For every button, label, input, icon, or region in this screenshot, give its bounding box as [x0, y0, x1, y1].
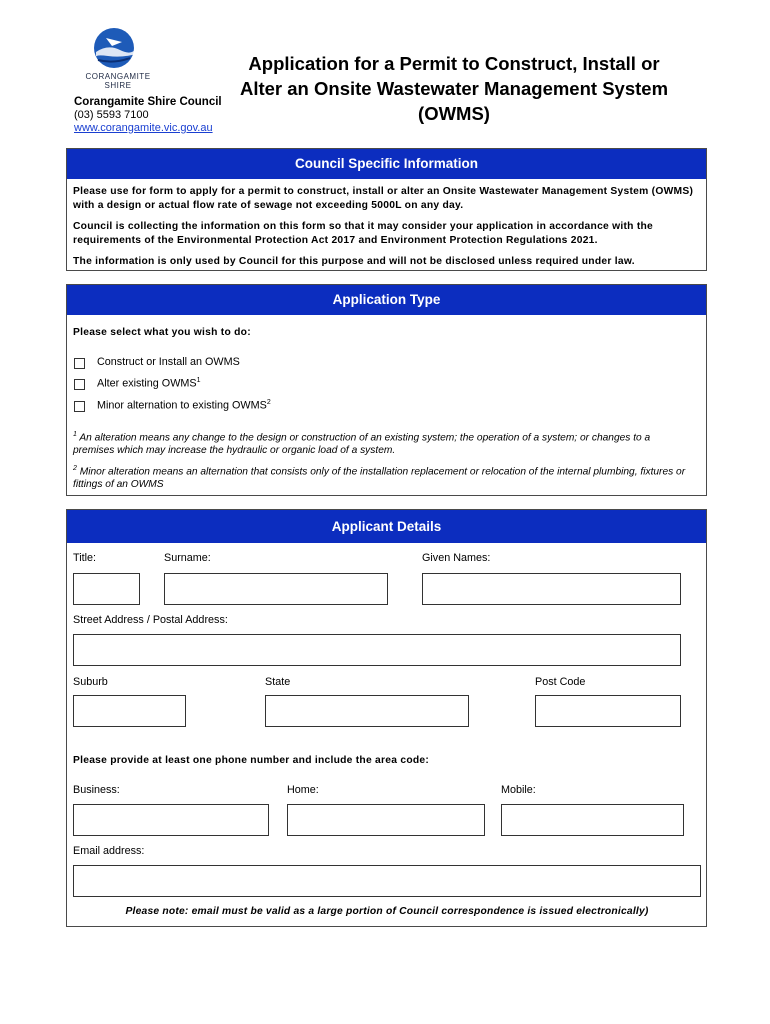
alter-existing-label: Alter existing OWMS$^1$	[97, 377, 201, 390]
council-phone: (03) 5593 7100	[74, 109, 149, 121]
logo-emblem-icon	[78, 24, 158, 72]
given-names-label: Given Names:	[422, 552, 491, 564]
alter-existing-checkbox[interactable]	[74, 379, 85, 390]
home-phone-label: Home:	[287, 784, 319, 796]
minor-alteration-checkbox[interactable]	[74, 401, 85, 412]
postcode-label: Post Code	[535, 676, 586, 688]
page-title: Application for a Permit to Construct, Install or Alter an Onsite Wastewater Management System (OWMS)	[239, 53, 669, 124]
address-label: Street Address / Postal Address:	[73, 614, 228, 626]
footnote-minor-alteration: $^2$ Minor alteration means an alternation that consists only of the installation replacement or relocation of the internal plumbing, fixtures or fittings of an OWMS	[73, 465, 686, 491]
address-input[interactable]	[73, 634, 681, 666]
application-type-section	[66, 284, 707, 496]
application-type-prompt: Please select what you wish to do:	[73, 327, 251, 338]
phone-prompt: Please provide at least one phone number and include the area code:	[73, 755, 430, 766]
council-website-link[interactable]: www.corangamite.vic.gov.au	[74, 122, 213, 134]
surname-label: Surname:	[164, 552, 211, 564]
email-input[interactable]	[73, 865, 701, 897]
email-label: Email address:	[73, 845, 145, 857]
council-info-para-3: The information is only used by Council for this purpose and will not be disclosed unless required under law.	[73, 256, 635, 267]
mobile-phone-label: Mobile:	[501, 784, 536, 796]
construct-install-label: Construct or Install an OWMS	[97, 356, 240, 368]
state-input[interactable]	[265, 695, 469, 727]
council-info-para-2: Council is collecting the information on this form so that it may consider your application in accordance with the requirements of the Environmental Protection Act 2017 and Environment Protection Regulations 2021.	[73, 221, 654, 246]
title-input[interactable]	[73, 573, 140, 605]
title-label: Title:	[73, 552, 96, 564]
council-info-para-1: Please use for form to apply for a permit to construct, install or alter an Onsite Wastewater Management System (OWMS) with a design or actual flow rate of sewage not exceeding 5000L on any day.	[73, 186, 694, 211]
surname-input[interactable]	[164, 573, 388, 605]
council-info-heading: Council Specific Information	[67, 149, 706, 179]
council-logo	[78, 24, 158, 94]
logo-text-secondary: SHIRE	[104, 81, 132, 90]
business-phone-label: Business:	[73, 784, 120, 796]
home-phone-input[interactable]	[287, 804, 485, 836]
logo-text-primary: CORANGAMITE	[85, 72, 151, 81]
given-names-input[interactable]	[422, 573, 681, 605]
suburb-label: Suburb	[73, 676, 108, 688]
state-label: State	[265, 676, 291, 688]
applicant-details-heading: Applicant Details	[67, 510, 706, 543]
council-name: Corangamite Shire Council	[74, 96, 222, 108]
suburb-input[interactable]	[73, 695, 186, 727]
footnote-alteration: $^1$ An alteration means any change to the design or construction of an existing system; the operation of a system; or changes to a premises which may increase the hydraulic or organic load of a system.	[73, 431, 651, 457]
business-phone-input[interactable]	[73, 804, 269, 836]
council-info-section	[66, 148, 707, 271]
application-type-heading: Application Type	[67, 285, 706, 315]
applicant-details-section	[66, 509, 707, 927]
construct-install-checkbox[interactable]	[74, 358, 85, 369]
email-note: Please note: email must be valid as a large portion of Council correspondence is issued electronically)	[125, 906, 649, 917]
minor-alteration-label: Minor alternation to existing OWMS$^2$	[97, 399, 271, 412]
mobile-phone-input[interactable]	[501, 804, 684, 836]
postcode-input[interactable]	[535, 695, 681, 727]
